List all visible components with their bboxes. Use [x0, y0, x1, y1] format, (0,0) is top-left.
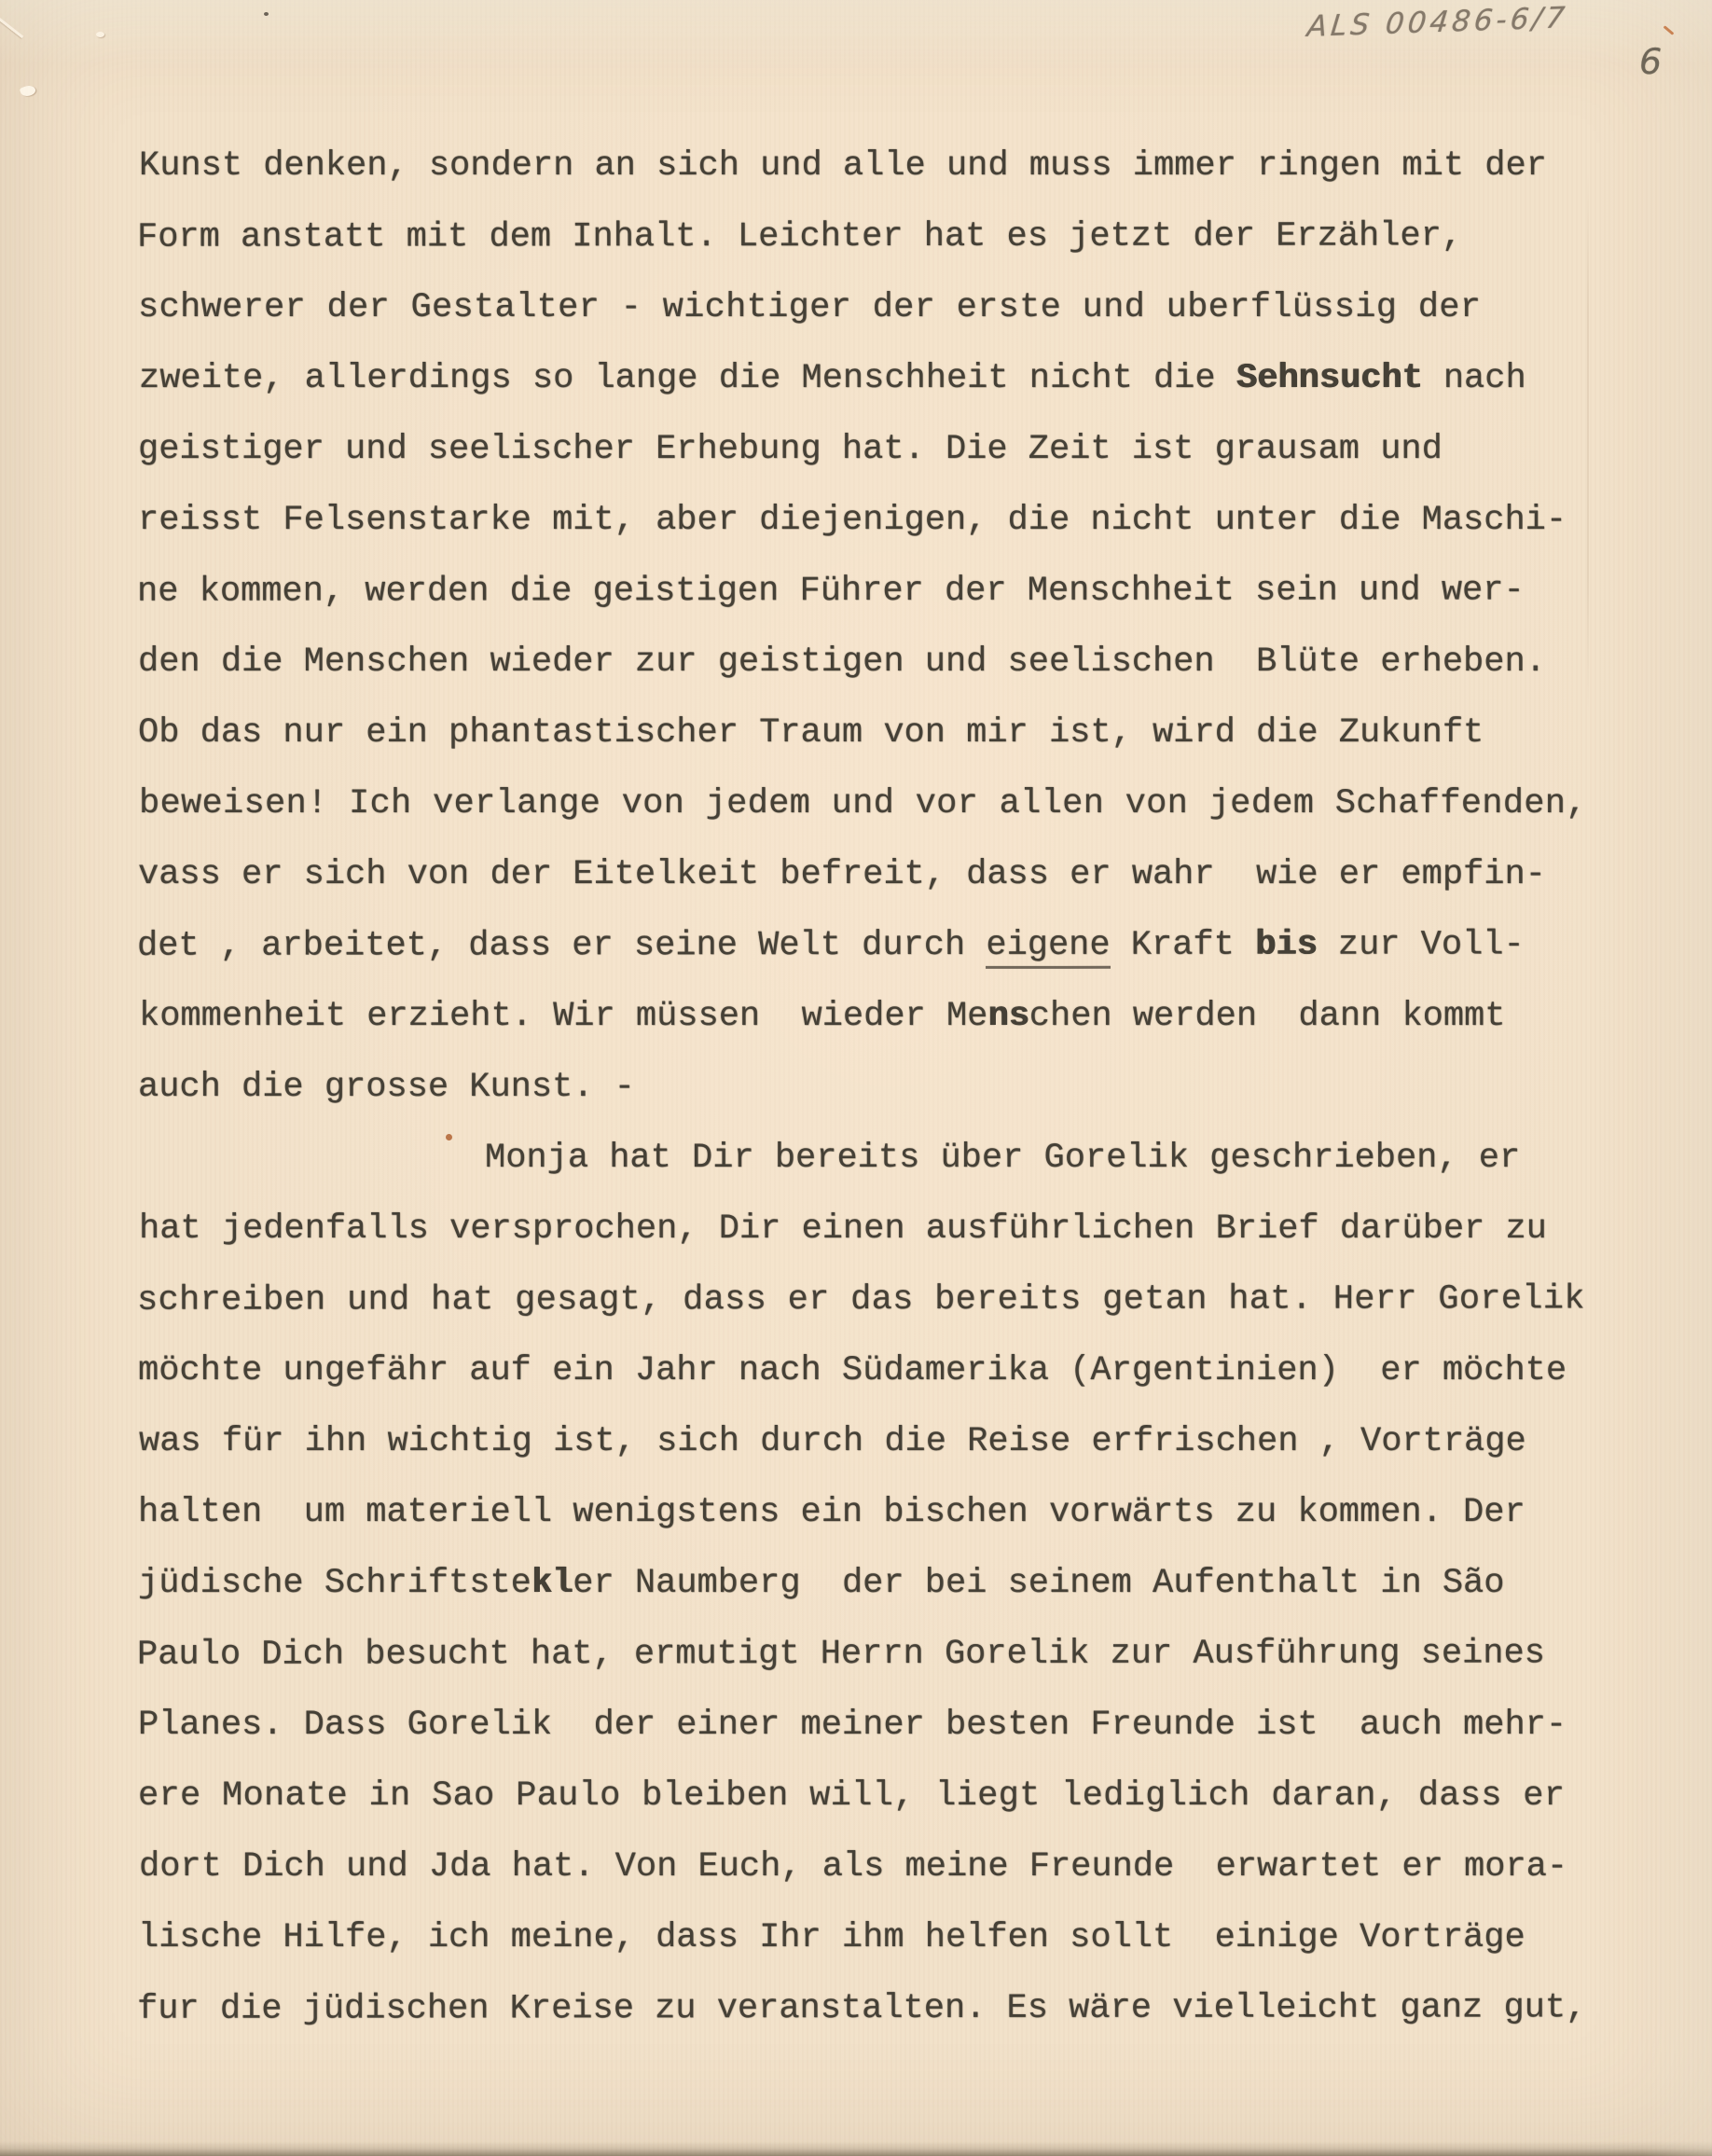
text-line [139, 1831, 1650, 1902]
text-line [138, 414, 1649, 485]
text-segment: möchte ungefähr auf ein Jahr nach Südamerika (Argentinien) er möchte [138, 1351, 1567, 1390]
corner-fold-mark [0, 17, 23, 38]
paper-speck [1664, 25, 1675, 35]
text-line [138, 1902, 1649, 1973]
text-line [139, 981, 1650, 1052]
text-line [138, 485, 1649, 556]
text-segment: was für ihn wichtig ist, sich durch die Reise erfrischen , Vorträge [139, 1422, 1526, 1461]
text-line [138, 1690, 1649, 1761]
text-segment: det , arbeitet, dass er seine Welt durch [136, 925, 987, 966]
text-line [137, 909, 1648, 981]
text-segment: reisst Felsenstarke mit, aber diejenigen, die nicht unter die Maschi- [138, 501, 1567, 540]
text-segment: Form anstatt mit dem Inhalt. Leichter hat es jetzt der Erzähler, [136, 216, 1463, 257]
text-segment: den die Menschen wieder zur geistigen und seelischen Blüte erheben. [138, 643, 1546, 682]
text-segment: kl [531, 1564, 573, 1603]
text-segment: kommenheit erzieht. Wir müssen wieder Me [139, 997, 988, 1036]
text-segment: Paulo Dich besucht hat, ermutigt Herrn Gorelik zur Ausführung seines [136, 1634, 1545, 1675]
text-line [137, 1618, 1648, 1690]
text-line [139, 343, 1650, 414]
text-line [139, 1406, 1650, 1477]
text-line [138, 1548, 1649, 1619]
text-segment: fur die jüdischen Kreise zu veranstalten. Es wäre vielleicht ganz gut, [136, 1988, 1587, 2029]
text-segment: bis [1255, 925, 1318, 965]
text-line [138, 627, 1649, 698]
text-segment: ere Monate in Sao Paulo bleiben will, liegt lediglich daran, dass er [138, 1776, 1566, 1816]
paper-speck [264, 12, 269, 16]
text-segment: halten um materiell wenigstens ein bischen vorwärts zu kommen. Der [138, 1493, 1526, 1532]
text-segment: ne kommen, werden die geistigen Führer der Menschheit sein und wer- [136, 571, 1525, 612]
text-line [137, 1264, 1648, 1335]
text-segment: beweisen! Ich verlange von jedem und vor allen von jedem Schaffenden, [139, 784, 1587, 823]
text-line [138, 1477, 1649, 1548]
text-segment: schwerer der Gestalter - wichtiger der erste und uberflüssig der [138, 288, 1482, 327]
text-segment: nach [1422, 359, 1526, 398]
text-segment: Monja hat Dir bereits über Gorelik geschrieben, er [485, 1139, 1521, 1178]
text-line [138, 1123, 1649, 1194]
paper-crease [1587, 173, 1589, 713]
text-segment: Kraft [1110, 925, 1256, 965]
text-segment: jüdische Schriftste [138, 1564, 532, 1603]
text-segment: Planes. Dass Gorelik der einer meiner besten Freunde ist auch mehr- [138, 1706, 1567, 1745]
text-line [139, 1194, 1650, 1265]
paper-speck [20, 84, 37, 99]
text-line [138, 1335, 1649, 1406]
text-segment: auch die grosse Kunst. - [138, 1068, 635, 1107]
text-line [138, 1052, 1649, 1123]
text-segment: er Naumberg der bei seinem Aufenthalt in São [573, 1564, 1505, 1603]
text-line [138, 839, 1649, 910]
archive-reference-annotation: ALS 00486-6/7 [1305, 1, 1570, 44]
paper-speck [96, 32, 104, 37]
text-segment: chen werden dann kommt [1029, 997, 1506, 1036]
paper-speck [446, 1134, 452, 1140]
text-segment: Sehnsucht [1236, 359, 1423, 398]
text-line [137, 555, 1648, 627]
text-line [137, 200, 1648, 272]
text-segment: hat jedenfalls versprochen, Dir einen ausführlichen Brief darüber zu [139, 1209, 1547, 1249]
text-line [139, 768, 1650, 839]
page-number: 6 [1638, 40, 1663, 83]
text-segment: eigene [986, 926, 1110, 969]
text-line [139, 131, 1650, 201]
text-segment: dort Dich und Jda hat. Von Euch, als meine Freunde erwartet er mora- [139, 1847, 1568, 1886]
text-segment: lische Hilfe, ich meine, dass Ihr ihm helfen sollt einige Vorträge [138, 1918, 1526, 1957]
text-segment: schreiben und hat gesagt, dass er das bereits getan hat. Herr Gorelik [136, 1279, 1585, 1320]
text-line [138, 272, 1649, 343]
typewritten-text [138, 131, 1649, 2044]
text-segment: zweite, allerdings so lange die Menschheit nicht die [139, 359, 1236, 398]
text-segment: zur Voll- [1317, 925, 1525, 965]
text-line [137, 1972, 1648, 2044]
text-segment: Kunst denken, sondern an sich und alle und muss immer ringen mit der [139, 146, 1547, 186]
text-segment: ns [987, 997, 1029, 1036]
text-segment: Ob das nur ein phantastischer Traum von mir ist, wird die Zukunft [138, 713, 1484, 753]
text-line [138, 698, 1649, 768]
text-segment: geistiger und seelischer Erhebung hat. Die Zeit ist grausam und [138, 430, 1443, 469]
text-line [138, 1761, 1649, 1831]
text-segment: vass er sich von der Eitelkeit befreit, dass er wahr wie er empfin- [138, 855, 1546, 894]
